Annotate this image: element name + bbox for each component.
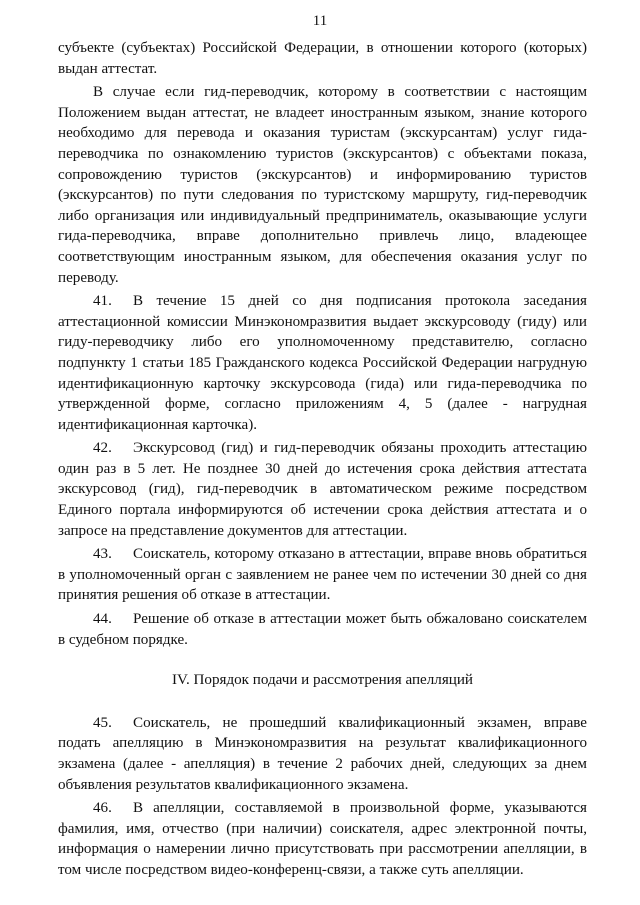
document-body: [58, 38, 587, 884]
continued-paragraph: субъекте (субъектах) Российской Федерации, в отношении которого (которых) выдан аттестат.: [58, 40, 587, 77]
clause-44: [58, 609, 587, 650]
clause-text: Соискатель, которому отказано в аттестации, вправе вновь обратиться в уполномоченный орган с заявлением не ранее чем по истечении 30 дней со дня принятия решения об отказе в аттестации.: [58, 546, 587, 604]
paragraph: В случае если гид-переводчик, которому в соответствии с настоящим Положением выдан аттестат, не владеет иностранным языком, знание которого необходимо для перевода и оказания туристам (экскурсантам) услуг гида-переводчика по ознакомлению туристов (экскурсантов) с объектами показа, сопровождению туристов (экскурсантов) и информированию туристов (экскурсантов) по пути следования по туристскому маршруту, гид-переводчик либо организация или индивидуальный предприниматель, оказывающие услуги гида-переводчика, вправе дополнительно привлечь лицо, владеющее соответствующим иностранным языком, для обеспечения оказания услуг по переводу.: [58, 84, 587, 286]
clause-42: [58, 438, 587, 541]
clause-41: [58, 291, 587, 435]
clause-text: В течение 15 дней со дня подписания протокола заседания аттестационной комиссии Минэкономразвития выдает экскурсоводу (гиду) или гиду-переводчику либо его уполномоченному представителю, согласно подпункту 1 статьи 185 Гражданского кодекса Российской Федерации нагрудную идентификационную карточку экскурсовода (гида) или гида-переводчика по утвержденной форме, согласно приложениям 4, 5 (далее - нагрудная идентификационная карточка).: [58, 293, 587, 433]
clause-text: В апелляции, составляемой в произвольной форме, указываются фамилия, имя, отчество (при наличии) соискателя, адрес электронной почты, информация о намерении лично присутствовать при рассмотрении апелляции, в том числе посредством видео-конференц-связи, а также суть апелляции.: [58, 800, 587, 878]
clause-number: 43.: [93, 546, 112, 563]
page-number: 11: [312, 13, 328, 29]
clause-text: Решение об отказе в аттестации может быть обжаловано соискателем в судебном порядке.: [58, 611, 587, 648]
clause-46: [58, 798, 587, 880]
clause-43: [58, 544, 587, 606]
clause-text: Соискатель, не прошедший квалификационный экзамен, вправе подать апелляцию в Минэкономразвития на результат квалификационного экзамена (далее - апелляция) в течение 2 рабочих дней, следующих за днем объявления результатов квалификационного экзамена.: [58, 714, 587, 793]
clause-number: 41.: [93, 293, 112, 310]
clause-number: 46.: [93, 800, 112, 817]
clause-number: 45.: [93, 714, 112, 731]
clause-number: 42.: [93, 440, 112, 457]
section-heading: IV. Порядок подачи и рассмотрения апелляций: [171, 672, 473, 689]
clause-45: [58, 713, 587, 795]
clause-text: Экскурсовод (гид) и гид-переводчик обязаны проходить аттестацию один раз в 5 лет. Не позднее 30 дней до истечения срока действия аттестата экскурсовод (гид), гид-переводчик в автоматическом режиме посредством Единого портала информируются об истечении срока действия аттестата и о запросе на представление документов для аттестации.: [58, 440, 587, 539]
clause-number: 44.: [93, 611, 112, 628]
